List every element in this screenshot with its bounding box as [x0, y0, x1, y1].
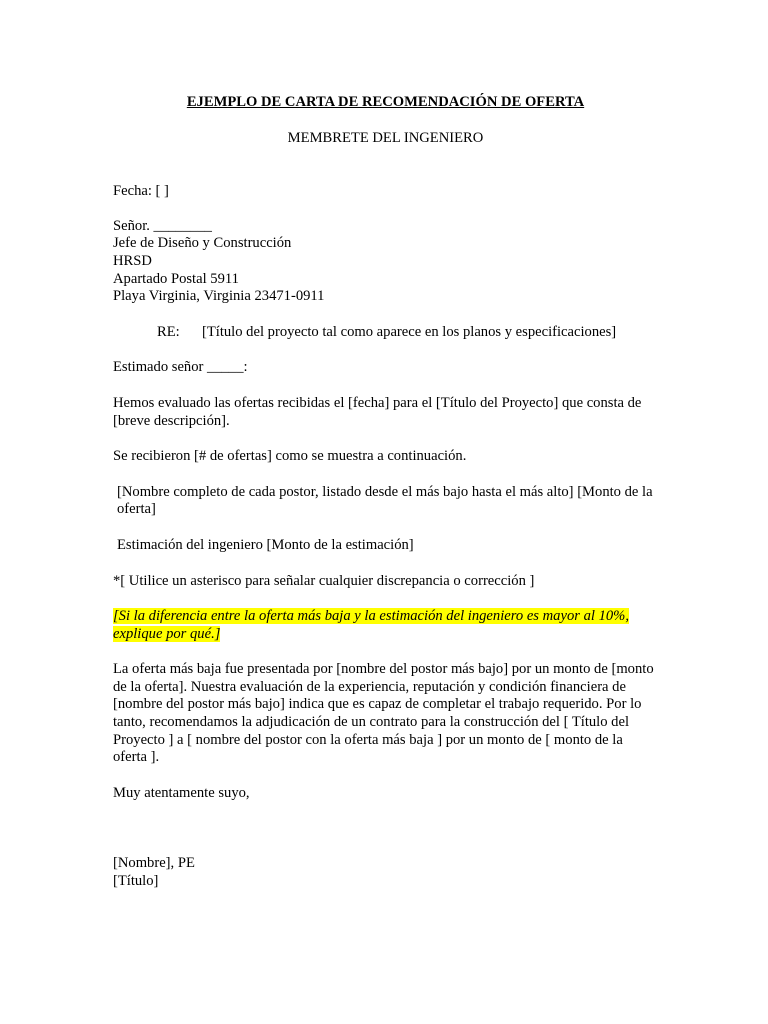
highlighted-text: [Si la diferencia entre la oferta más baja y la estimación del ingeniero es mayor al 10%, explique por qué.] [113, 608, 629, 642]
paragraph-bidder-list: [Nombre completo de cada postor, listado desde el más bajo hasta el más alto] [Monto de la oferta] [117, 483, 653, 518]
paragraph-asterisk-note: *[ Utilice un asterisco para señalar cualquier discrepancia o corrección ] [113, 572, 535, 589]
salutation: Estimado señor _____: [113, 359, 248, 376]
address-line-po-box: Apartado Postal 5911 [113, 270, 239, 287]
paragraph-recommendation: La oferta más baja fue presentada por [nombre del postor más bajo] por un monto de [monto de la oferta]. Nuestra evaluación de la experiencia, reputación y condición financiera de [nombre del postor más bajo] indica que es capaz de completar el trabajo requerido. Por lo tanto, recomendamos la adjudicación de un contrato para la construcción del [ Título del Proyecto ] a [ nombre del postor con la oferta más baja ] por un monto de [ monto de la oferta ]. [113, 661, 654, 766]
document-title: EJEMPLO DE CARTA DE RECOMENDACIÓN DE OFERTA [186, 94, 585, 110]
address-line-organization: HRSD [113, 252, 152, 269]
paragraph-engineer-estimate: Estimación del ingeniero [Monto de la estimación] [117, 536, 414, 553]
signature-name: [Nombre], PE [113, 855, 195, 872]
document-page [113, 94, 658, 891]
address-line-recipient: Señor. ________ [113, 217, 212, 234]
paragraph-highlight-note [113, 608, 658, 643]
letterhead: MEMBRETE DEL INGENIERO [287, 129, 484, 146]
reference-line [113, 324, 658, 342]
closing: Muy atentamente suyo, [113, 784, 250, 801]
address-line-position: Jefe de Diseño y Construcción [113, 235, 292, 252]
paragraph-bids-evaluated: Hemos evaluado las ofertas recibidas el [fecha] para el [Título del Proyecto] que consta de [breve descripción]. [113, 394, 642, 429]
recipient-address [113, 218, 658, 306]
signature-block [113, 855, 658, 890]
reference-text: [Título del proyecto tal como aparece en los planos y especificaciones] [202, 323, 617, 340]
address-line-city: Playa Virginia, Virginia 23471-0911 [113, 288, 325, 305]
signature-title: [Título] [113, 873, 159, 890]
paragraph-bids-received: Se recibieron [# de ofertas] como se muestra a continuación. [113, 448, 467, 465]
date-line: Fecha: [ ] [113, 183, 169, 200]
reference-label: RE: [157, 323, 180, 340]
